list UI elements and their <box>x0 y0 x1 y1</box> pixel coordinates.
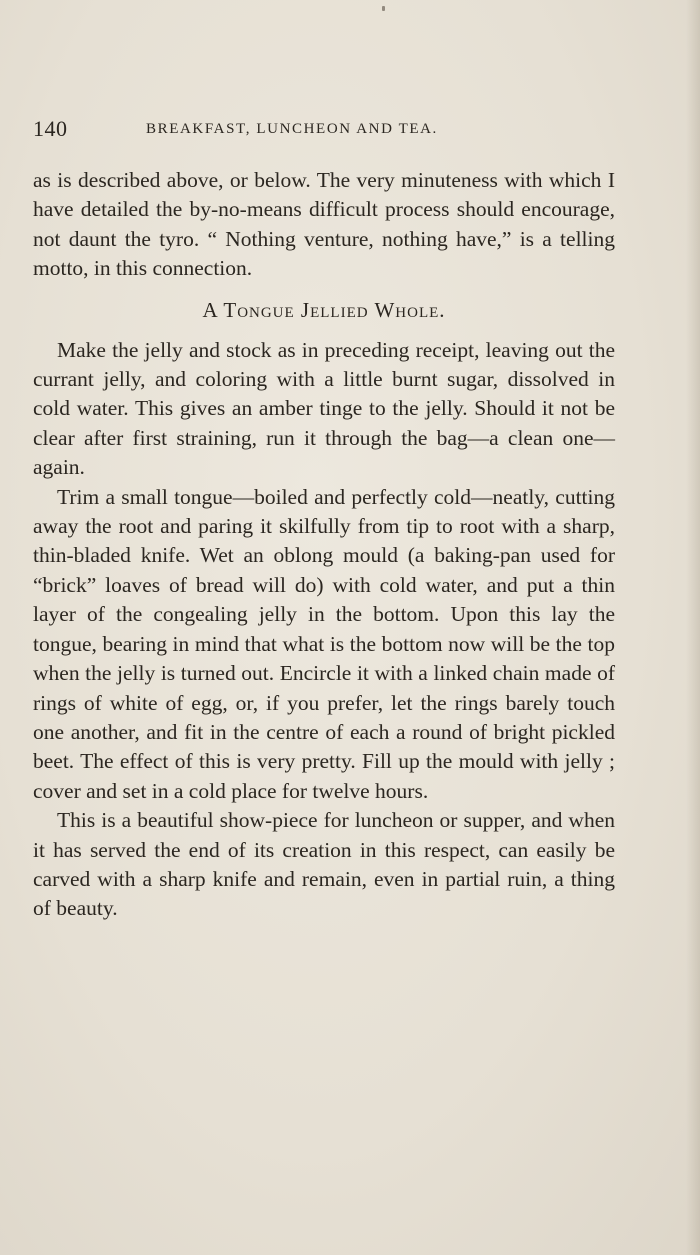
paragraph-showpiece: This is a beautiful show-piece for luncheon or supper, and when it has served the end of its creation in this respect, can easily be carved with a sharp knife and remain, even in partial ruin, a thing of beauty. <box>33 808 615 921</box>
page-body <box>33 166 615 924</box>
recipe-title: A Tongue Jellied Whole. <box>202 297 446 322</box>
running-head: BREAKFAST, LUNCHEON AND TEA. <box>146 121 438 137</box>
paragraph-jelly: Make the jelly and stock as in preceding receipt, leaving out the currant jelly, and coloring with a little burnt sugar, dissolved in cold water. This gives an amber tinge to the jelly. Should it not be clear after first straining, run it through the bag—a clean one—again. <box>33 337 615 480</box>
page-header <box>33 116 613 144</box>
ink-speck <box>382 6 385 11</box>
paragraph-tongue: Trim a small tongue—boiled and perfectly cold—neatly, cutting away the root and paring it skilfully from tip to root with a sharp, thin-bladed knife. Wet an oblong mould (a baking-pan used for “brick” loaves of bread will do) with cold water, and put a thin layer of the congealing jelly in the bottom. Upon this lay the tongue, bearing in mind that what is the bottom now will be the top when the jelly is turned out. Encircle it with a linked chain made of rings of white of egg, or, if you prefer, let the rings barely touch one another, and fit in the centre of each a round of bright pickled beet. The effect of this is very pretty. Fill up the mould with jelly ; cover and set in a cold place for twelve hours. <box>33 484 615 803</box>
page-edge-shadow <box>686 0 700 1255</box>
page-number: 140 <box>33 116 68 141</box>
continuation-paragraph: as is described above, or below. The very minuteness with which I have detailed the by-no-means difficult process should encourage, not daunt the tyro. “ Nothing venture, nothing have,” is a telling motto, in this connection. <box>33 168 615 281</box>
